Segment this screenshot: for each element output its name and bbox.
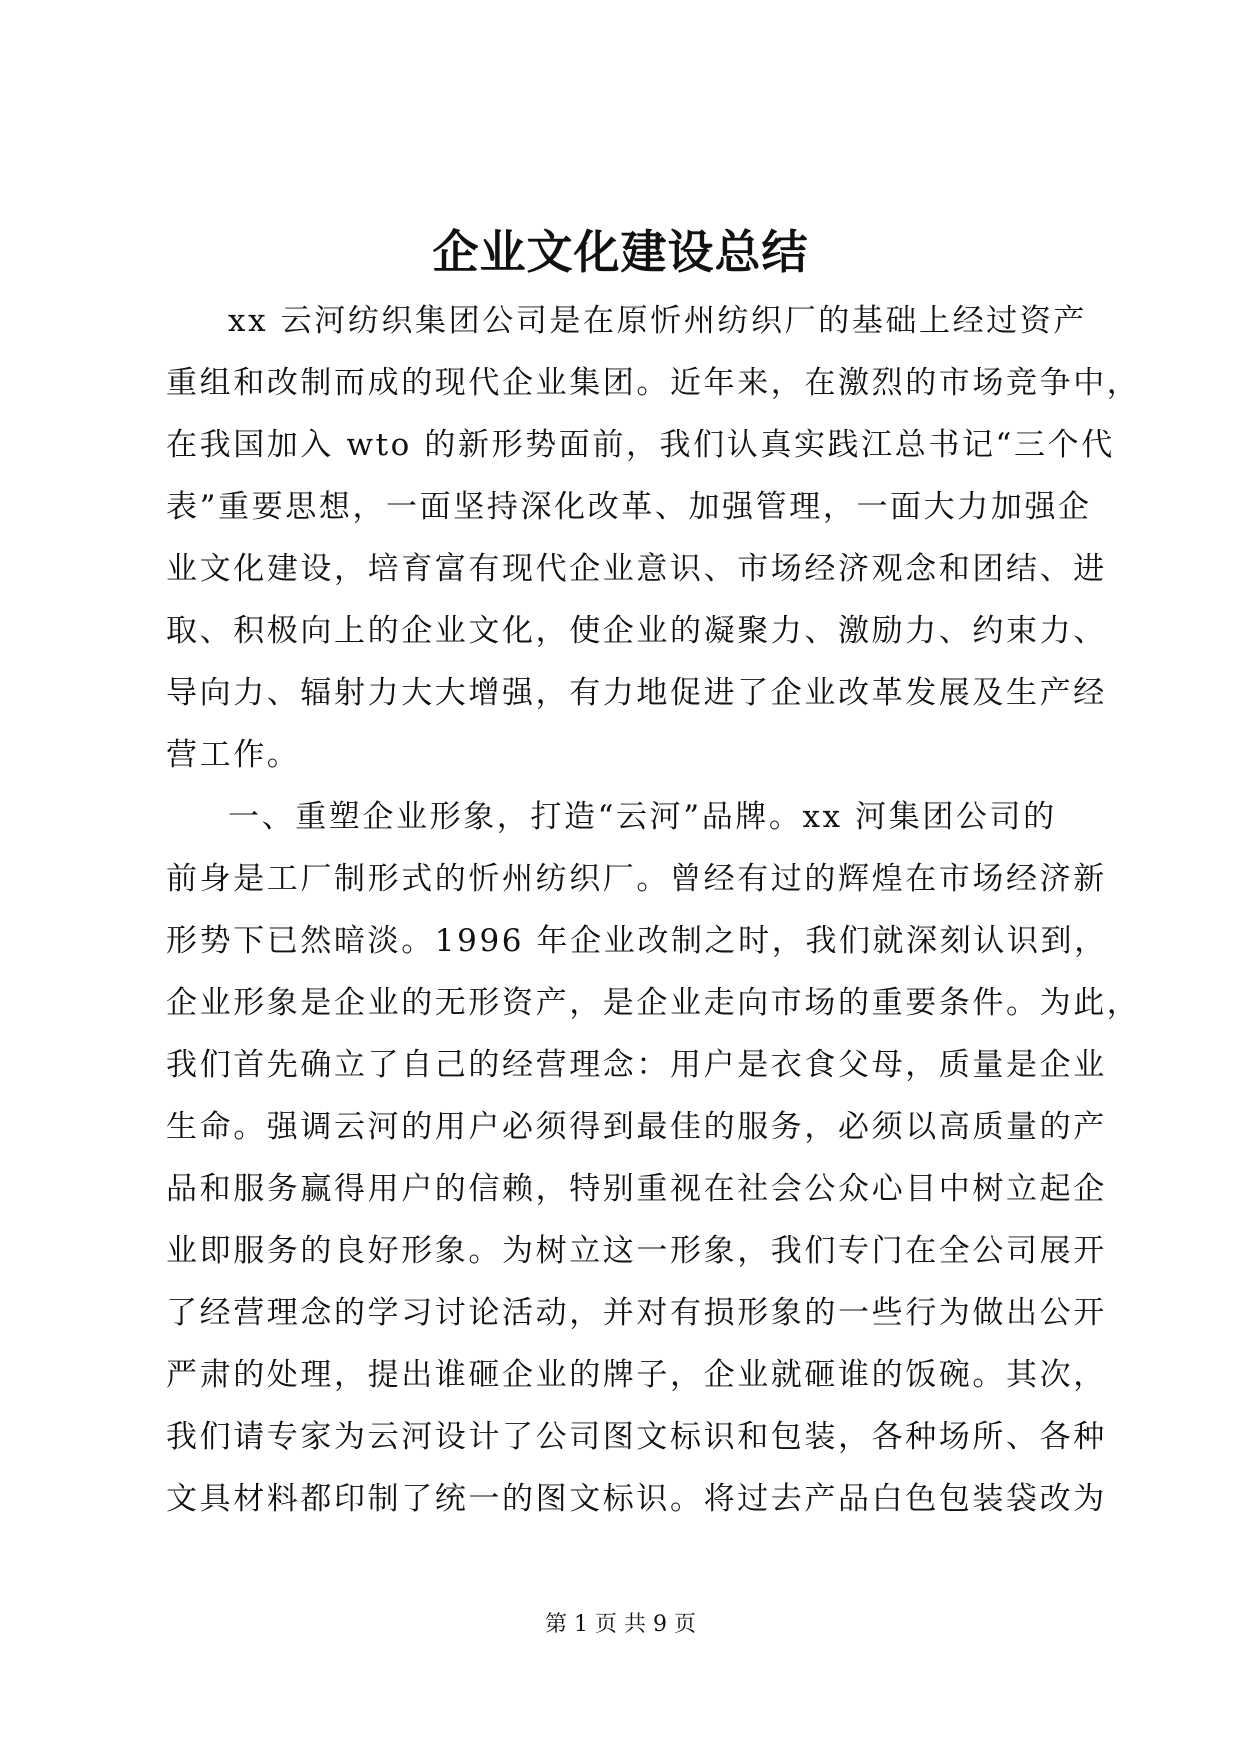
paragraph-line: 生命。强调云河的用户必须得到最佳的服务，必须以高质量的产 bbox=[166, 1109, 1107, 1145]
paragraph-line: 形势下已然暗淡。1996 年企业改制之时，我们就深刻认识到， bbox=[166, 923, 1108, 959]
paragraph-line: 导向力、辐射力大大增强，有力地促进了企业改革发展及生产经 bbox=[166, 675, 1107, 711]
paragraph-line: 企业形象是企业的无形资产，是企业走向市场的重要条件。为此， bbox=[166, 985, 1141, 1021]
paragraph-line: 表”重要思想，一面坚持深化改革、加强管理，一面大力加强企 bbox=[166, 489, 1092, 525]
paragraph-line: 营工作。 bbox=[166, 737, 301, 773]
document-title: 企业文化建设总结 bbox=[432, 225, 809, 279]
paragraph-line: 严肃的处理，提出谁砸企业的牌子，企业就砸谁的饭碗。其次， bbox=[166, 1357, 1107, 1393]
page-number-footer: 第 1 页 共 9 页 bbox=[545, 1612, 696, 1637]
paragraph-line: 了经营理念的学习讨论活动，并对有损形象的一些行为做出公开 bbox=[166, 1295, 1107, 1331]
paragraph-line: xx 云河纺织集团公司是在原忻州纺织厂的基础上经过资产 bbox=[228, 303, 1088, 339]
paragraph-line: 业即服务的良好形象。为树立这一形象，我们专门在全公司展开 bbox=[166, 1233, 1107, 1269]
document-body bbox=[166, 290, 1141, 1530]
paragraph-line: 重组和改制而成的现代企业集团。近年来，在激烈的市场竞争中， bbox=[166, 365, 1141, 401]
paragraph-line: 品和服务赢得用户的信赖，特别重视在社会公众心目中树立起企 bbox=[166, 1171, 1107, 1207]
paragraph-line: 一、重塑企业形象，打造“云河”品牌。xx 河集团公司的 bbox=[228, 799, 1057, 835]
paragraph-line: 我们首先确立了自己的经营理念：用户是衣食父母，质量是企业 bbox=[166, 1047, 1107, 1083]
paragraph-line: 业文化建设，培育富有现代企业意识、市场经济观念和团结、进 bbox=[166, 551, 1107, 587]
paragraph-line: 在我国加入 wto 的新形势面前，我们认真实践江总书记“三个代 bbox=[166, 427, 1115, 463]
paragraph-line: 文具材料都印制了统一的图文标识。将过去产品白色包装袋改为 bbox=[166, 1481, 1107, 1517]
paragraph-line: 前身是工厂制形式的忻州纺织厂。曾经有过的辉煌在市场经济新 bbox=[166, 861, 1107, 897]
paragraph-line: 取、积极向上的企业文化，使企业的凝聚力、激励力、约束力、 bbox=[166, 613, 1107, 649]
paragraph-line: 我们请专家为云河设计了公司图文标识和包装，各种场所、各种 bbox=[166, 1419, 1107, 1455]
